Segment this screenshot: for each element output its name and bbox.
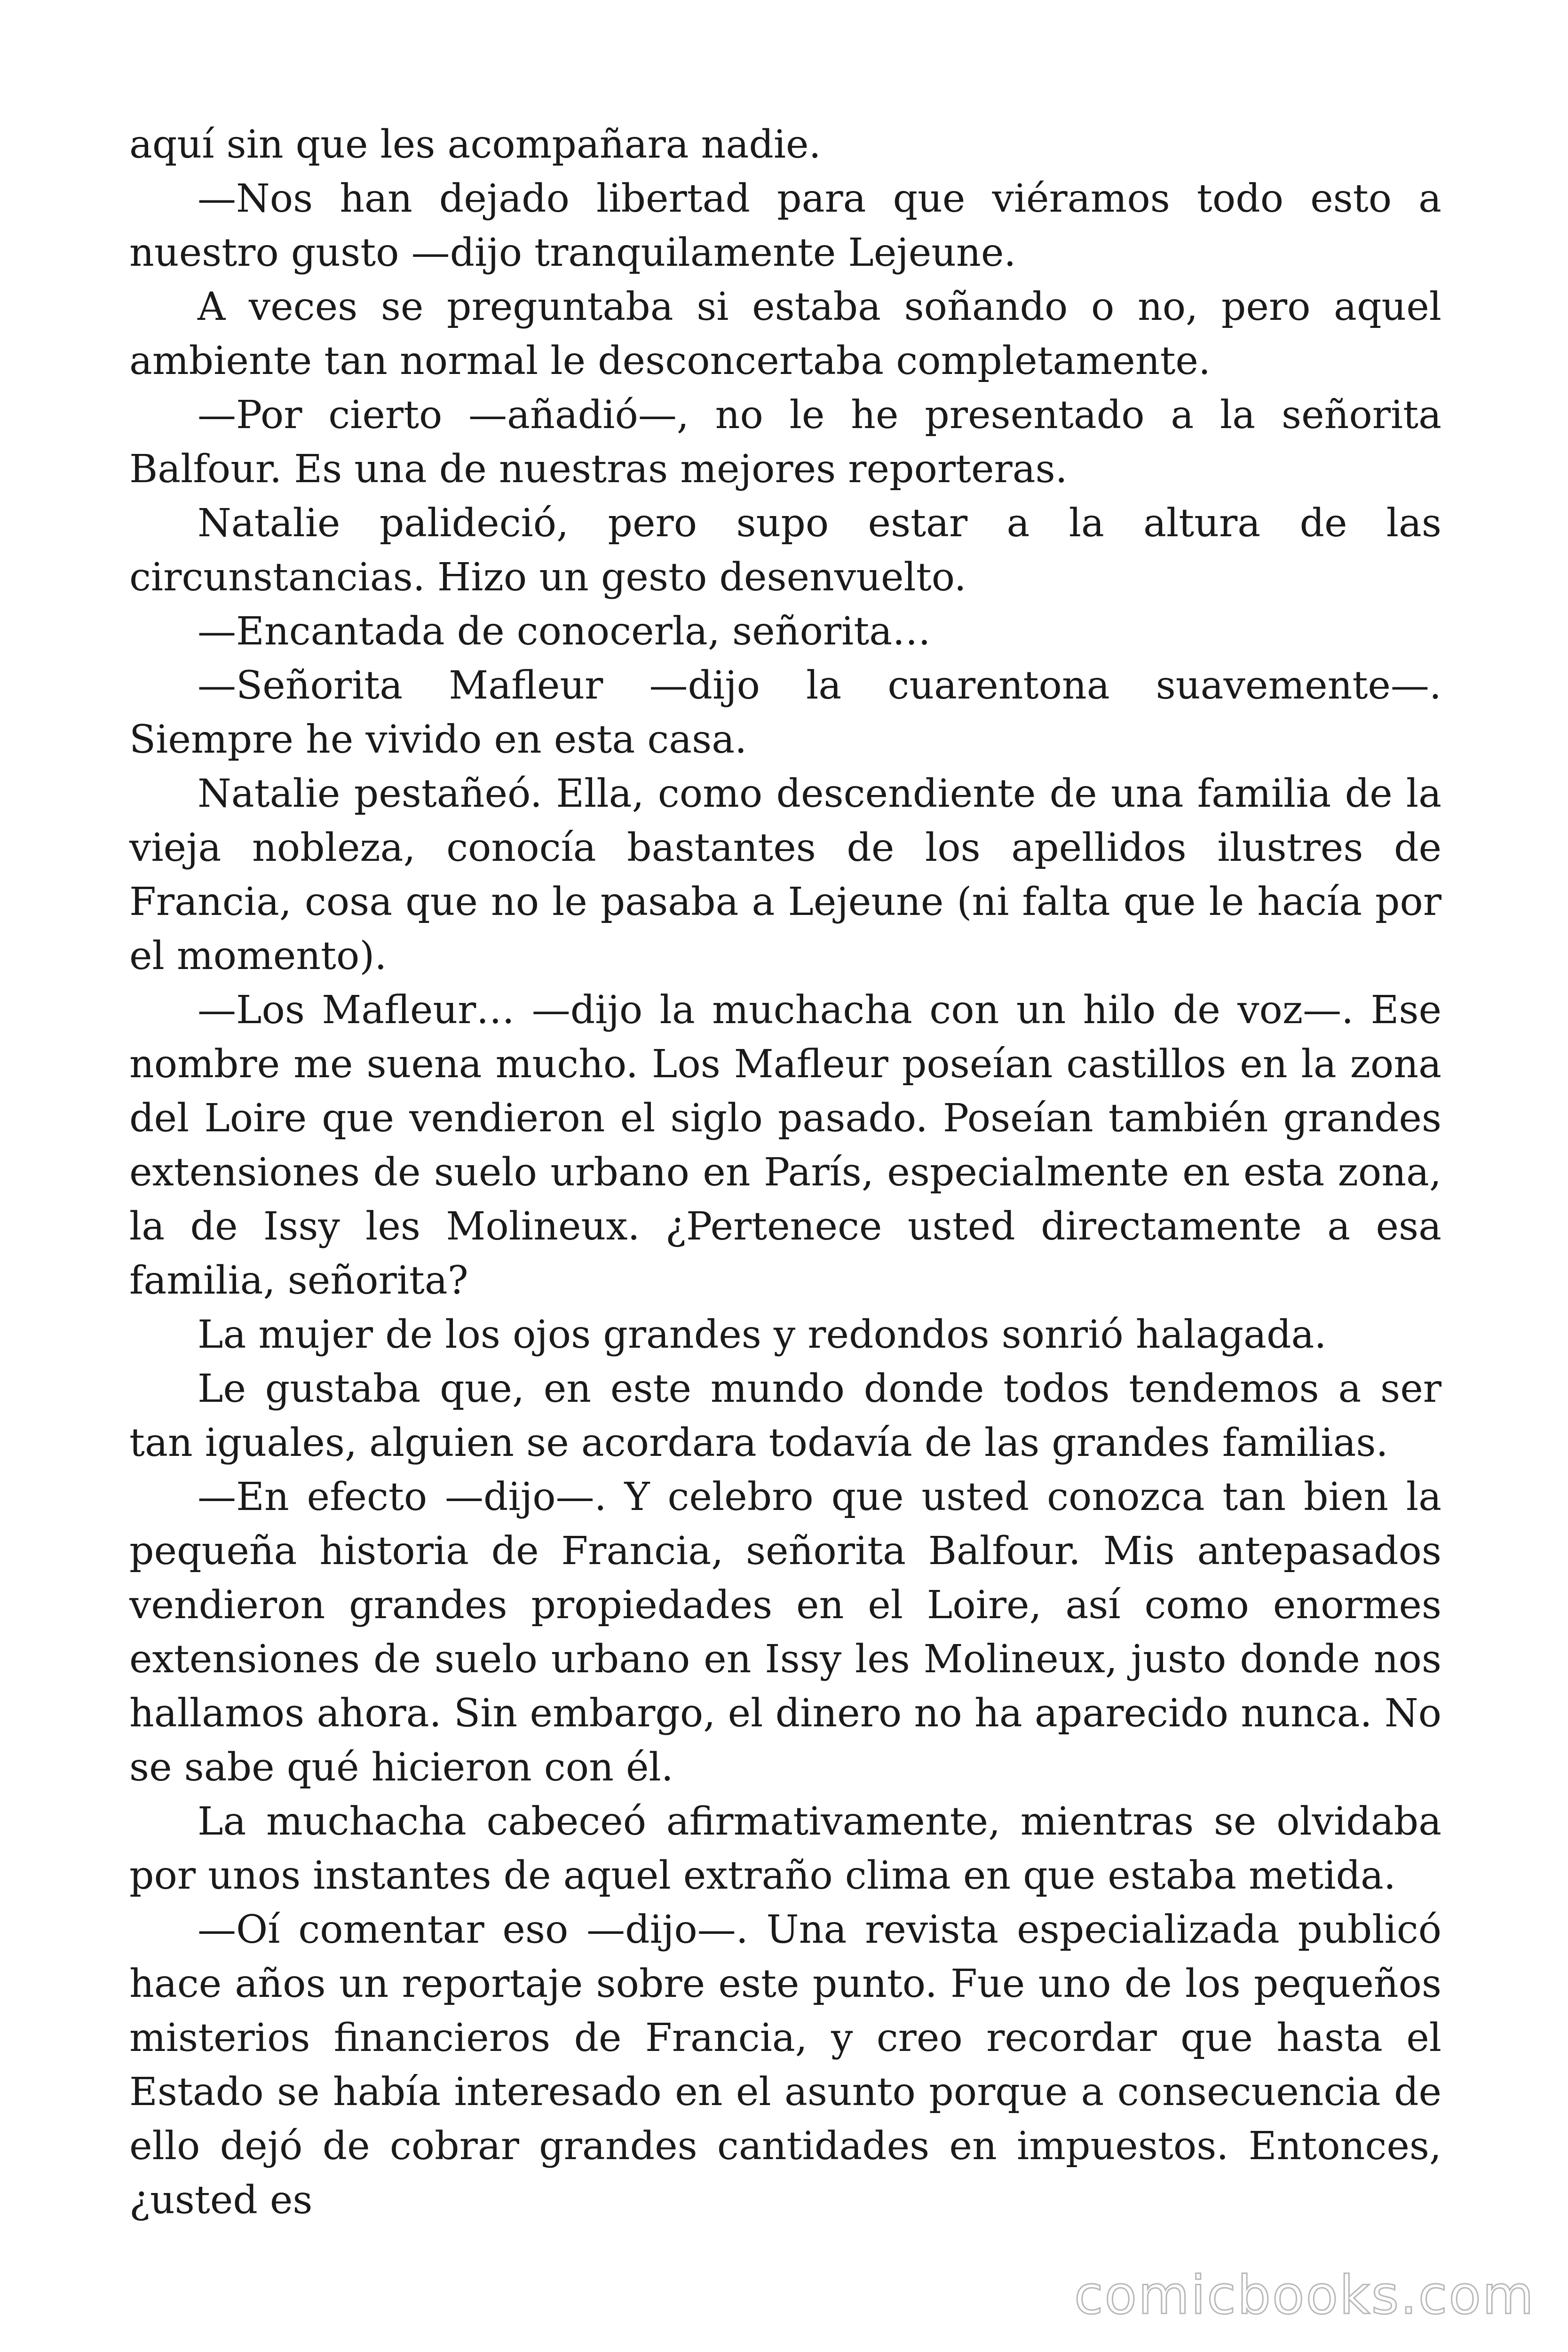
body-text — [129, 118, 1441, 2227]
paragraph: aquí sin que les acompañara nadie. — [129, 122, 821, 167]
watermark-text: comicbooks.com — [1074, 2265, 1535, 2326]
paragraph: —En efecto —dijo—. Y celebro que usted conozca tan bien la pequeña historia de Francia, señorita Balfour. Mis antepasados vendieron grandes propiedades en el Loire, así como enormes extensiones de suelo urbano en Issy les Molineux, justo donde nos hallamos ahora. Sin embargo, el dinero no ha aparecido nunca. No se sabe qué hicieron con él. — [129, 1475, 1441, 1790]
paragraph: La mujer de los ojos grandes y redondos sonrió halagada. — [198, 1312, 1327, 1357]
paragraph: Natalie pestañeó. Ella, como descendiente de una familia de la vieja nobleza, conocía bastantes de los apellidos ilustres de Francia, cosa que no le pasaba a Lejeune (ni falta que le hacía por el momento). — [129, 771, 1441, 978]
paragraph: A veces se preguntaba si estaba soñando o no, pero aquel ambiente tan normal le desconcertaba completamente. — [129, 285, 1441, 383]
paragraph: —Oí comentar eso —dijo—. Una revista especializada publicó hace años un reportaje sobre este punto. Fue uno de los pequeños misterios financieros de Francia, y creo recordar que hasta el Estado se había interesado en el asunto porque a consecuencia de ello dejó de cobrar grandes cantidades en impuestos. Entonces, ¿usted es — [129, 1907, 1441, 2223]
paragraph: —Los Mafleur… —dijo la muchacha con un hilo de voz—. Ese nombre me suena mucho. Los Mafleur poseían castillos en la zona del Loire que vendieron el siglo pasado. Poseían también grandes extensiones de suelo urbano en París, especialmente en esta zona, la de Issy les Molineux. ¿Pertenece usted directamente a esa familia, señorita? — [129, 988, 1441, 1303]
paragraph: —Encantada de conocerla, señorita… — [198, 609, 931, 654]
paragraph: —Señorita Mafleur —dijo la cuarentona suavemente—. Siempre he vivido en esta casa. — [129, 663, 1441, 762]
paragraph: —Por cierto —añadió—, no le he presentado a la señorita Balfour. Es una de nuestras mejores reporteras. — [129, 393, 1441, 492]
paragraph: —Nos han dejado libertad para que viéramos todo esto a nuestro gusto —dijo tranquilamente Lejeune. — [129, 176, 1441, 275]
paragraph: Le gustaba que, en este mundo donde todos tendemos a ser tan iguales, alguien se acordara todavía de las grandes familias. — [129, 1367, 1441, 1465]
paragraph: La muchacha cabeceó afirmativamente, mientras se olvidaba por unos instantes de aquel extraño clima en que estaba metida. — [129, 1799, 1441, 1898]
paragraph: Natalie palideció, pero supo estar a la altura de las circunstancias. Hizo un gesto desenvuelto. — [129, 501, 1441, 600]
